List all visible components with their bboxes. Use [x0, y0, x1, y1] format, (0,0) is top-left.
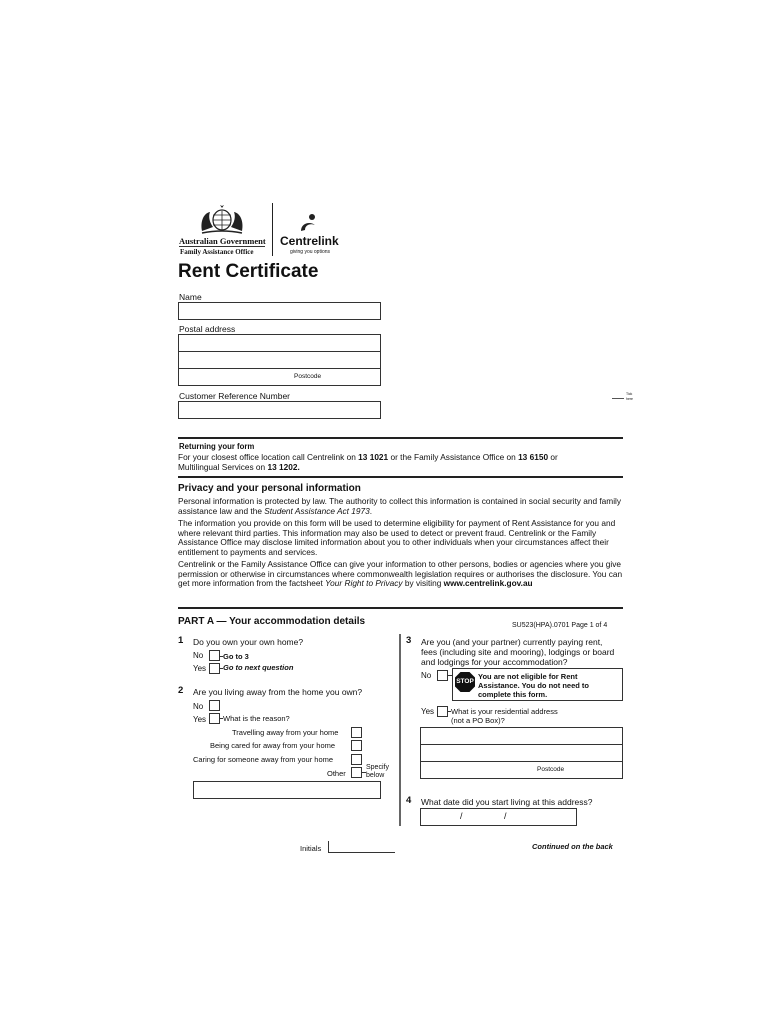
centrelink-logo-icon	[298, 213, 320, 235]
q2-option-other: Other	[327, 769, 346, 778]
logo-divider	[272, 203, 273, 256]
gov-line-2: Family Assistance Office	[180, 248, 254, 256]
q3-stop-line-2: Assistance. You do not need to	[478, 681, 589, 690]
returning-text-3: or	[548, 452, 558, 462]
gov-divider	[179, 246, 265, 247]
q4-number: 4	[406, 795, 412, 806]
q2-other-checkbox[interactable]	[351, 767, 362, 778]
q3-address-line-1[interactable]	[420, 727, 623, 745]
q3-no-checkbox[interactable]	[437, 670, 448, 681]
privacy-heading: Privacy and your personal information	[178, 483, 361, 494]
q2-number: 2	[178, 685, 184, 696]
returning-text-4: Multilingual Services on	[178, 461, 268, 472]
q1-yes-checkbox[interactable]	[209, 663, 220, 674]
returning-text-5: .	[297, 461, 300, 472]
section-rule-privacy	[178, 476, 623, 478]
postal-address-line-3[interactable]	[178, 368, 381, 386]
name-field[interactable]	[178, 302, 381, 320]
name-label: Name	[179, 292, 202, 302]
stop-sign-text: STOP	[456, 678, 474, 685]
section-rule-returning	[178, 437, 623, 439]
q4-date-field[interactable]	[420, 808, 577, 826]
multilingual-phone: 13 1202	[267, 461, 298, 472]
q3-number: 3	[406, 635, 412, 646]
privacy-paragraph-1	[178, 497, 623, 516]
q2-other-specify-field[interactable]	[193, 781, 381, 799]
q2-no-label: No	[193, 702, 204, 711]
side-note-1: Tick	[626, 392, 633, 396]
q2-option-travelling: Travelling away from your home	[232, 728, 339, 737]
privacy-act-name: Student Assistance Act 1973	[264, 505, 370, 516]
page-title: Rent Certificate	[178, 261, 319, 282]
q1-yes-action: Go to next question	[223, 663, 294, 672]
q3-address-line-3[interactable]	[420, 761, 623, 779]
continued-note: Continued on the back	[532, 842, 613, 851]
q1-no-checkbox[interactable]	[209, 650, 220, 661]
crn-field[interactable]	[178, 401, 381, 419]
q2-caring-checkbox[interactable]	[351, 754, 362, 765]
q3-stop-line-3: complete this form.	[478, 690, 548, 699]
part-a-heading: PART A — Your accommodation details	[178, 616, 366, 627]
q2-travelling-checkbox[interactable]	[351, 727, 362, 738]
privacy-p1c: .	[369, 505, 373, 516]
form-code: SU523(HPA).0701 Page 1 of 4	[512, 622, 608, 629]
privacy-paragraph-2: The information you provide on this form will be used to determine eligibility for payment of Rent Assistance for you and where relevant third parties. This information may also be used to detect or prevent fraud. Centrelink or the Family Assistance Office may disclose limited information about you to other individuals when your circumstances affect their entitlement to payments and services.	[178, 518, 616, 557]
q3-yes-label: Yes	[421, 707, 435, 716]
crn-label: Customer Reference Number	[179, 391, 291, 401]
q4-text: What date did you start living at this address?	[421, 797, 593, 807]
privacy-p3c: by visiting	[402, 578, 444, 589]
q4-date-separator-1: /	[460, 811, 463, 821]
section-rule-part-a	[178, 607, 623, 609]
q2-cared-for-checkbox[interactable]	[351, 740, 362, 751]
q2-text: Are you living away from the home you own?	[193, 687, 363, 697]
q1-text: Do you own your own home?	[193, 637, 304, 647]
q4-date-separator-2: /	[504, 811, 507, 821]
q3-text-line-2: fees (including site and mooring), lodgings or board	[421, 647, 615, 657]
q3-text-line-3: and lodgings for your accommodation?	[421, 657, 568, 667]
q3-stop-message	[478, 672, 623, 699]
returning-heading: Returning your form	[179, 442, 255, 451]
q1-number: 1	[178, 635, 184, 646]
q2-yes-checkbox[interactable]	[209, 713, 220, 724]
q3-yes-question-2: (not a PO Box)?	[451, 716, 505, 725]
privacy-p1a: Personal information is protected by law. The authority to collect this information is contained in social security and family assistance law and the	[178, 496, 622, 516]
factsheet-name: Your Right to Privacy	[325, 578, 403, 589]
returning-text-1: For your closest office location call Centrelink on	[178, 452, 359, 462]
q2-yes-label: Yes	[193, 715, 207, 724]
q3-stop-line-1: You are not eligible for Rent	[478, 672, 578, 681]
postal-address-line-1[interactable]	[178, 334, 381, 352]
privacy-paragraph-3	[178, 560, 623, 589]
centrelink-website-link[interactable]: www.centrelink.gov.au	[443, 578, 533, 589]
q1-no-action: Go to 3	[223, 652, 249, 661]
q3-text-line-1: Are you (and your partner) currently paying rent,	[421, 637, 603, 647]
postcode-label: Postcode	[294, 373, 322, 380]
centrelink-tagline: giving you options	[290, 249, 331, 255]
side-note-2: here	[626, 397, 634, 401]
centrelink-phone: 13 1021	[358, 452, 389, 462]
q3-address-line-2[interactable]	[420, 744, 623, 762]
q2-option-cared-for: Being cared for away from your home	[210, 741, 336, 750]
q2-no-checkbox[interactable]	[209, 700, 220, 711]
privacy-p3a: Centrelink or the Family Assistance Office can give your information to other persons, bodies or agencies where you give permission or otherwise in circumstances where commonwealth legislation requires or authorises the disclosure. You can get more information from the factsheet	[178, 559, 623, 589]
gov-line-1: Australian Government	[179, 236, 266, 246]
returning-text	[178, 453, 623, 472]
q1-yes-label: Yes	[193, 664, 207, 673]
q3-yes-checkbox[interactable]	[437, 706, 448, 717]
postal-address-label: Postal address	[179, 324, 236, 334]
initials-field[interactable]	[328, 841, 395, 853]
fao-phone: 13 6150	[518, 452, 549, 462]
postal-address-line-2[interactable]	[178, 351, 381, 369]
gov-crest-logo	[196, 203, 248, 235]
centrelink-brand: Centrelink	[280, 234, 339, 248]
q2-yes-action: What is the reason?	[223, 714, 290, 723]
initials-label: Initials	[300, 844, 322, 853]
q3-no-label: No	[421, 671, 432, 680]
q3-postcode-label: Postcode	[537, 766, 565, 773]
q2-specify-2: below	[366, 772, 385, 779]
side-tick-line	[612, 398, 624, 399]
q1-no-label: No	[193, 651, 204, 660]
q3-yes-question-1: What is your residential address	[451, 707, 558, 716]
q3-text	[421, 637, 626, 667]
column-divider	[399, 634, 401, 826]
q2-option-caring: Caring for someone away from your home	[193, 755, 334, 764]
q2-specify-1: Specify	[366, 764, 389, 771]
returning-text-2: or the Family Assistance Office on	[388, 452, 519, 462]
